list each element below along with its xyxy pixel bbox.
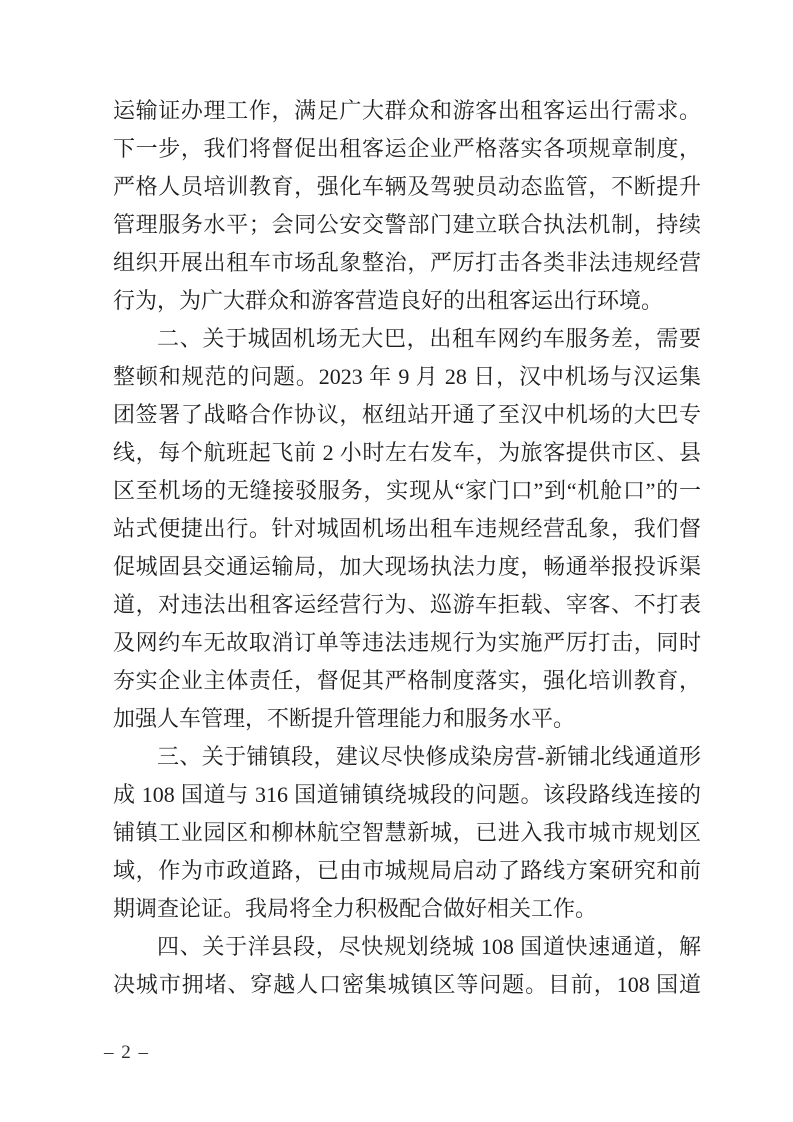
text-line: 区至机场的无缝接驳服务，实现从“家门口”到“机舱口”的一 — [113, 478, 701, 503]
text-line: 成 108 国道与 316 国道铺镇绕城段的问题。该段路线连接的 — [113, 782, 701, 807]
text-line: 四、关于洋县段，尽快规划绕城 108 国道快速通道，解 — [157, 934, 701, 959]
text-line: 加强人车管理，不断提升管理能力和服务水平。 — [113, 706, 576, 731]
document-body — [113, 92, 701, 1004]
text-line: 团签署了战略合作协议，枢纽站开通了至汉中机场的大巴专 — [113, 402, 701, 427]
text-line: 域，作为市政道路，已由市城规局启动了路线方案研究和前 — [113, 858, 701, 883]
text-line: 组织开展出租车市场乱象整治，严厉打击各类非法违规经营 — [113, 250, 701, 275]
text-line: 及网约车无故取消订单等违法违规行为实施严厉打击，同时 — [113, 630, 701, 655]
text-line: 决城市拥堵、穿越人口密集城镇区等问题。目前，108 国道 — [113, 972, 701, 997]
text-line: 管理服务水平；会同公安交警部门建立联合执法机制，持续 — [113, 212, 701, 237]
page-number: – 2 – — [104, 1042, 148, 1063]
text-line: 站式便捷出行。针对城固机场出租车违规经营乱象，我们督 — [113, 516, 701, 541]
text-line: 线，每个航班起飞前 2 小时左右发车，为旅客提供市区、县 — [113, 440, 701, 465]
text-line: 期调查论证。我局将全力积极配合做好相关工作。 — [113, 896, 598, 921]
text-line: 下一步，我们将督促出租客运企业严格落实各项规章制度， — [113, 136, 701, 161]
text-line: 严格人员培训教育，强化车辆及驾驶员动态监管，不断提升 — [113, 174, 701, 199]
text-line: 夯实企业主体责任，督促其严格制度落实，强化培训教育， — [113, 668, 701, 693]
text-line: 运输证办理工作，满足广大群众和游客出租客运出行需求。 — [113, 98, 701, 123]
text-line: 整顿和规范的问题。2023 年 9 月 28 日，汉中机场与汉运集 — [113, 364, 701, 389]
text-line: 二、关于城固机场无大巴，出租车网约车服务差，需要 — [157, 326, 701, 351]
text-line: 三、关于铺镇段，建议尽快修成染房营-新铺北线通道形 — [157, 744, 701, 769]
text-line: 促城固县交通运输局，加大现场执法力度，畅通举报投诉渠 — [113, 554, 701, 579]
text-line: 行为，为广大群众和游客营造良好的出租客运出行环境。 — [113, 288, 664, 313]
text-line: 铺镇工业园区和柳林航空智慧新城，已进入我市城市规划区 — [113, 820, 701, 845]
text-line: 道，对违法出租客运经营行为、巡游车拒载、宰客、不打表 — [113, 592, 701, 617]
